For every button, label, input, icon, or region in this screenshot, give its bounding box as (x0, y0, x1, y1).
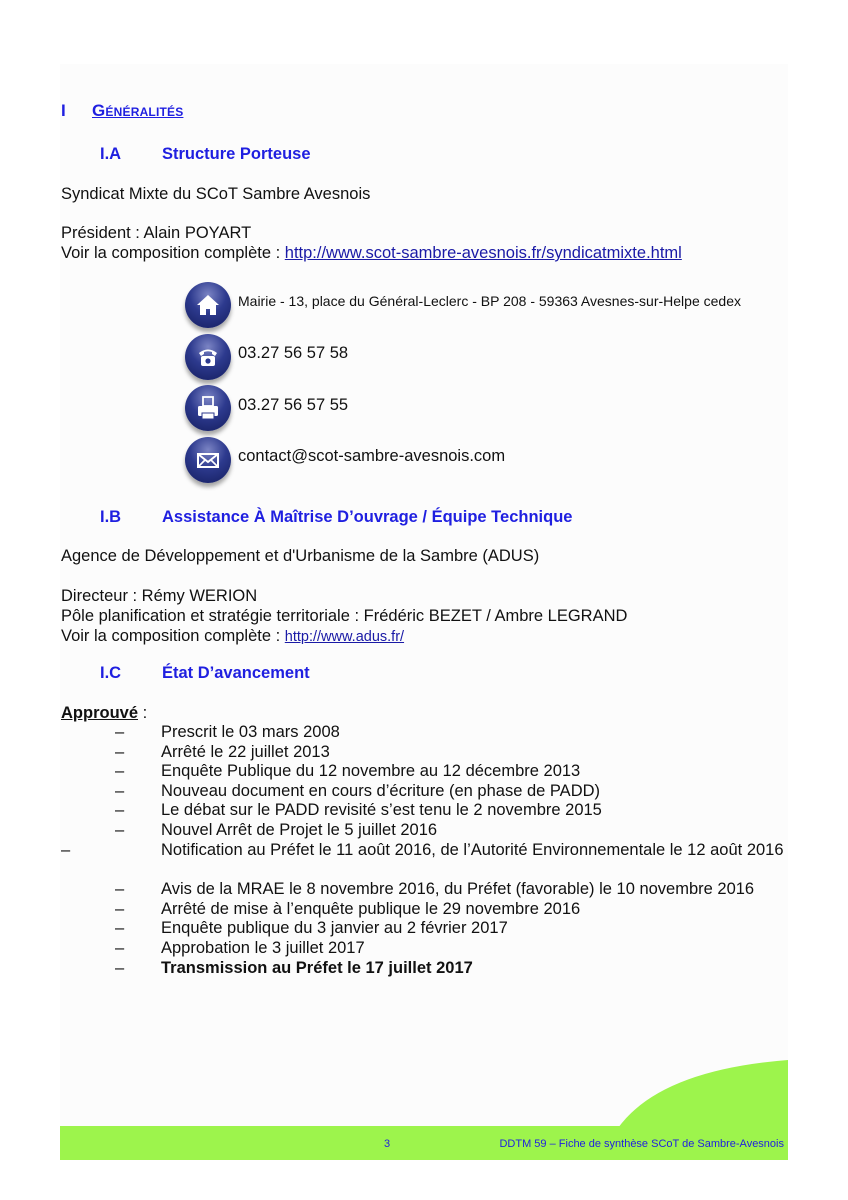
status-line (61, 704, 147, 723)
house-icon (185, 282, 231, 328)
list-item (61, 841, 787, 861)
list-item-text: Transmission au Préfet le 17 juillet 2017 (161, 959, 473, 977)
subsection-title: Assistance À Maîtrise D’ouvrage / Équipe Technique (162, 508, 573, 526)
fax-text: 03.27 56 57 55 (238, 396, 349, 414)
list-item-text: Prescrit le 03 mars 2008 (161, 723, 340, 741)
director-line: Directeur : Rémy WERION (61, 587, 258, 605)
footer-title: DDTM 59 – Fiche de synthèse SCoT de Sambre-Avesnois (499, 1138, 784, 1150)
section-title: Généralités (92, 101, 184, 120)
footer-page-number: 3 (384, 1138, 391, 1150)
list-dash: – (115, 782, 125, 800)
list-dash: – (115, 900, 125, 918)
list-dash: – (115, 880, 125, 898)
subsection-heading-b (100, 508, 800, 528)
composition-prefix: Voir la composition complète : (61, 244, 285, 262)
phone-icon (185, 334, 231, 380)
subsection-number: I.C (100, 664, 122, 682)
subsection-number: I.A (100, 145, 122, 163)
list-item-text: Nouvel Arrêt de Projet le 5 juillet 2016 (161, 821, 438, 839)
status-suffix: : (138, 704, 148, 722)
list-item-text: Nouveau document en cours d’écriture (en phase de PADD) (161, 782, 601, 800)
president-line: Président : Alain POYART (61, 224, 252, 242)
section-number: I (61, 101, 66, 120)
list-dash: – (115, 723, 125, 741)
list-dash: – (115, 959, 125, 977)
list-item-text: Arrêté le 22 juillet 2013 (161, 743, 330, 761)
email-text[interactable]: contact@scot-sambre-avesnois.com (238, 447, 506, 465)
list-dash: – (115, 801, 125, 819)
footer-green-curve (600, 1060, 790, 1128)
scot-composition-link[interactable]: http://www.scot-sambre-avesnois.fr/syndicatmixte.html (284, 244, 682, 262)
list-dash: – (61, 841, 71, 859)
fax-icon (185, 385, 231, 431)
list-item-text: Avis de la MRAE le 8 novembre 2016, du Préfet (favorable) le 10 novembre 2016 (161, 880, 755, 898)
mail-icon (185, 437, 231, 483)
section-heading (61, 101, 183, 121)
list-item-text: Arrêté de mise à l’enquête publique le 29 novembre 2016 (161, 900, 581, 918)
structure-name: Syndicat Mixte du SCoT Sambre Avesnois (61, 185, 371, 203)
subsection-number: I.B (100, 508, 122, 526)
list-item-text: Enquête publique du 3 janvier au 2 février 2017 (161, 919, 508, 937)
composition-line-a (61, 244, 682, 263)
list-dash: – (115, 821, 125, 839)
adus-link[interactable]: http://www.adus.fr/ (284, 629, 405, 645)
pole-line: Pôle planification et stratégie territoriale : Frédéric BEZET / Ambre LEGRAND (61, 607, 628, 625)
subsection-heading-c (100, 664, 700, 684)
list-item-text: Notification au Préfet le 11 août 2016, de l’Autorité Environnementale le 12 août 2016 (161, 841, 784, 859)
composition-prefix: Voir la composition complète : (61, 627, 285, 645)
list-dash: – (115, 939, 125, 957)
composition-line-b (61, 627, 404, 646)
subsection-title: État D’avancement (162, 664, 310, 682)
list-dash: – (115, 762, 125, 780)
list-item-text: Enquête Publique du 12 novembre au 12 décembre 2013 (161, 762, 581, 780)
list-item-text: Le débat sur le PADD revisité s’est tenu le 2 novembre 2015 (161, 801, 602, 819)
status-label: Approuvé (61, 704, 139, 722)
address-text: Mairie - 13, place du Général-Leclerc - BP 208 - 59363 Avesnes-sur-Helpe cedex (238, 293, 741, 309)
subsection-heading-a (100, 145, 700, 165)
list-item-text: Approbation le 3 juillet 2017 (161, 939, 365, 957)
list-dash: – (115, 919, 125, 937)
list-dash: – (115, 743, 125, 761)
agency-name: Agence de Développement et d'Urbanisme de la Sambre (ADUS) (61, 547, 540, 565)
phone-text: 03.27 56 57 58 (238, 344, 349, 362)
subsection-title: Structure Porteuse (162, 145, 311, 163)
